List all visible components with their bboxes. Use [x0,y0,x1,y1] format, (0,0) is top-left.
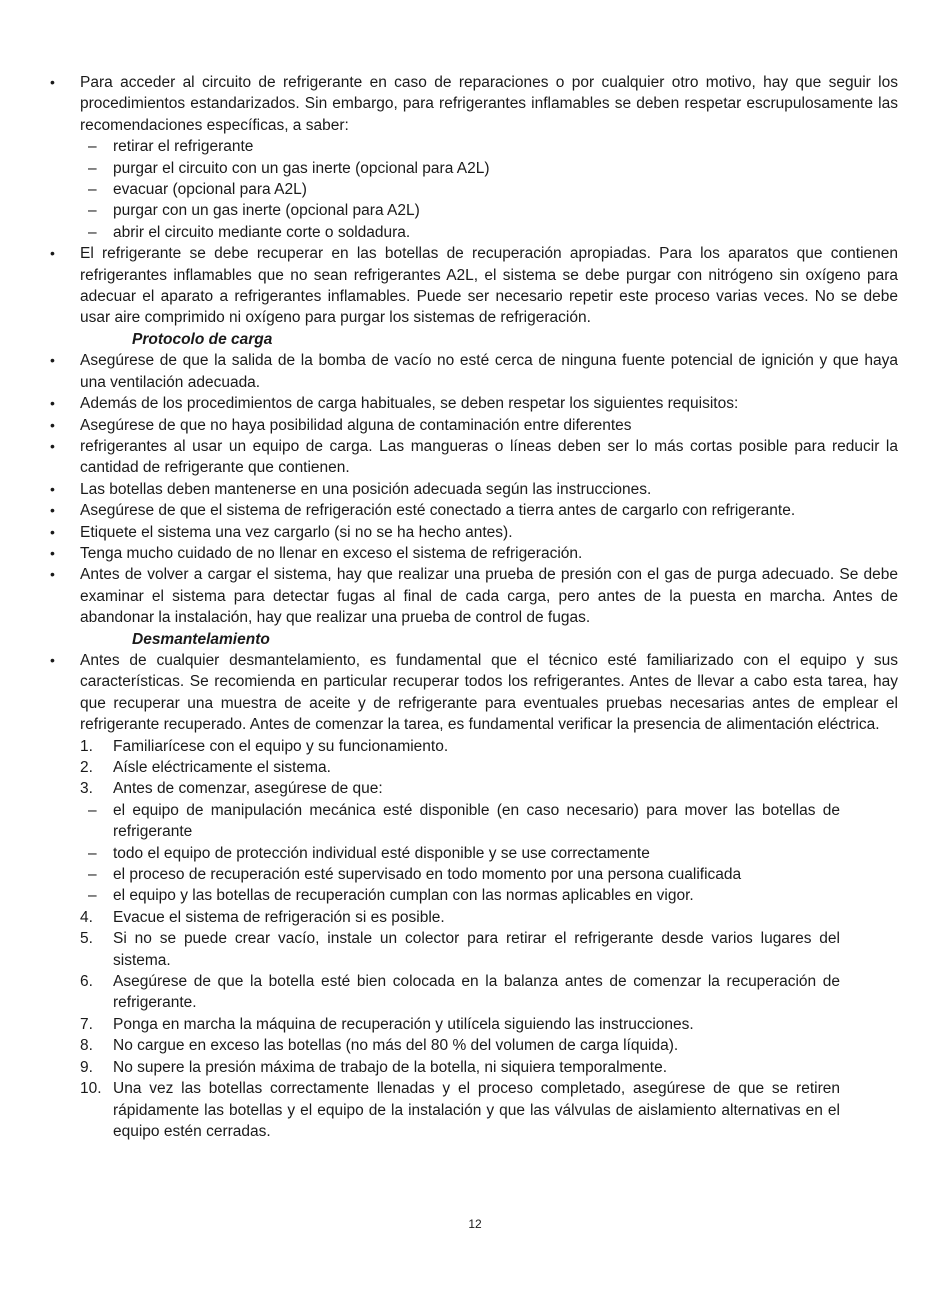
bullet-marker [50,522,80,543]
step-number: 3. [80,780,93,798]
dash-marker: – [88,138,97,156]
list-item [50,543,898,564]
sub-item-text: todo el equipo de protección individual esté disponible y se use correctamente [113,844,650,862]
sub-item-text: retirar el refrigerante [113,138,254,156]
step-text: Familiarícese con el equipo y su funcionamiento. [113,737,449,755]
step-text: Evacue el sistema de refrigeración si es posible. [113,908,445,926]
list-item [50,522,898,543]
paragraph: Tenga mucho cuidado de no llenar en exceso el sistema de refrigeración. [80,544,583,562]
list-item [50,72,898,136]
page-content [50,72,898,1142]
numbered-step [50,1014,840,1035]
page-number: 12 [468,1217,482,1231]
numbered-step [50,1078,840,1142]
sub-item-text: el equipo de manipulación mecánica esté disponible (en caso necesario) para mover las botellas de refrigerante [113,801,840,841]
dash-marker: – [88,181,97,199]
numbered-step [50,736,840,757]
numbered-step [50,778,840,799]
numbered-step [50,907,840,928]
sub-list-item [50,158,898,179]
dash-marker: – [88,887,97,905]
bullet-marker [50,650,80,736]
paragraph: Para acceder al circuito de refrigerante en caso de reparaciones o por cualquier otro motivo, hay que seguir los procedimientos estandarizados. Sin embargo, para refrigerantes inflamables se deben respetar escrupulosamente las recomendaciones específicas, a saber: [80,74,898,134]
numbered-step [50,1035,840,1056]
sub-list-item [50,885,840,906]
step-text: Ponga en marcha la máquina de recuperación y utilícela siguiendo las instrucciones. [113,1015,694,1033]
sub-item-text: purgar con un gas inerte (opcional para A2L) [113,202,420,220]
section-heading-decommissioning: Desmantelamiento [132,630,270,648]
list-item [50,393,898,414]
dash-marker: – [88,159,97,177]
bullet-marker [50,243,80,329]
sub-list-item [50,222,898,243]
bullet-marker [50,500,80,521]
step-number: 6. [80,973,93,991]
list-item [50,350,898,393]
step-number: 10. [80,1080,102,1098]
step-number: 5. [80,930,93,948]
list-item [50,500,898,521]
dash-marker: – [88,223,97,241]
list-item [50,415,898,436]
step-text: Si no se puede crear vacío, instale un colector para retirar el refrigerante desde varios lugares del sistema. [113,930,840,969]
dash-marker: – [88,844,97,862]
numbered-step [50,928,840,971]
step-number: 8. [80,1037,93,1055]
sub-item-text: el equipo y las botellas de recuperación cumplan con las normas aplicables en vigor. [113,887,694,905]
sub-list-item [50,843,840,864]
sub-list-item [50,800,840,843]
step-text: No cargue en exceso las botellas (no más del 80 % del volumen de carga líquida). [113,1037,679,1055]
sub-item-text: abrir el circuito mediante corte o soldadura. [113,223,411,241]
list-item [50,650,898,736]
paragraph: Antes de cualquier desmantelamiento, es fundamental que el técnico esté familiarizado con el equipo y sus características. Se recomienda en particular recuperar todos los refrigerantes. Antes de llevar a cabo esta tarea, hay que recuperar una muestra de aceite y de refrigerante para eventuales pruebas necesarias antes de emplear el refrigerante recuperado. Antes de comenzar la tarea, es fundamental verificar la presencia de alimentación eléctrica. [80,651,898,734]
list-item [50,479,898,500]
paragraph: Asegúrese de que el sistema de refrigeración esté conectado a tierra antes de cargarlo con refrigerante. [80,502,796,520]
bullet-marker [50,72,80,136]
numbered-step [50,757,840,778]
step-number: 1. [80,737,93,755]
paragraph: Antes de volver a cargar el sistema, hay que realizar una prueba de presión con el gas de purga adecuado. Se debe examinar el sistema para detectar fugas al final de cada carga, pero antes de la puesta en marcha. Antes de abandonar la instalación, hay que realizar una prueba de control de fugas. [80,566,898,627]
bullet-marker [50,350,80,393]
step-text: Antes de comenzar, asegúrese de que: [113,780,383,798]
step-text: Aísle eléctricamente el sistema. [113,759,331,776]
paragraph: El refrigerante se debe recuperar en las botellas de recuperación apropiadas. Para los aparatos que contienen refrigerantes inflamables que no sean refrigerantes A2L, el sistema se debe purgar con nitrógeno sin oxígeno para adecuar el aparato a refrigerantes inflamables. Puede ser necesario repetir este proceso varias veces. No se debe usar aire comprimido ni oxígeno para purgar los sistemas de refrigeración. [80,245,898,327]
sub-list-item [50,179,898,200]
sub-item-text: evacuar (opcional para A2L) [113,181,307,199]
numbered-step [50,971,840,1014]
step-text: No supere la presión máxima de trabajo de la botella, ni siquiera temporalmente. [113,1058,667,1076]
list-item [50,243,898,329]
sub-item-text: el proceso de recuperación esté supervisado en todo momento por una persona cualificada [113,866,742,884]
paragraph: refrigerantes al usar un equipo de carga. Las mangueras o líneas deben ser lo más cortas posible para reducir la cantidad de refrigerante que contienen. [80,437,898,477]
bullet-marker [50,393,80,414]
step-number: 9. [80,1058,93,1076]
dash-marker: – [88,866,97,884]
paragraph: Etiquete el sistema una vez cargarlo (si no se ha hecho antes). [80,523,513,541]
paragraph: Además de los procedimientos de carga habituales, se deben respetar los siguientes requisitos: [80,395,739,413]
dash-marker: – [88,202,97,220]
step-text: Asegúrese de que la botella esté bien colocada en la balanza antes de comenzar la recuperación de refrigerante. [113,973,840,1012]
paragraph: Las botellas deben mantenerse en una posición adecuada según las instrucciones. [80,480,652,498]
step-number: 4. [80,908,93,926]
paragraph: Asegúrese de que no haya posibilidad alguna de contaminación entre diferentes [80,416,632,434]
step-number: 7. [80,1015,93,1033]
bullet-marker [50,436,80,479]
section-heading-charging: Protocolo de carga [132,330,273,348]
sub-item-text: purgar el circuito con un gas inerte (opcional para A2L) [113,159,490,177]
list-item [50,564,898,628]
bullet-marker [50,564,80,628]
step-text: Una vez las botellas correctamente llenadas y el proceso completado, asegúrese de que se retiren rápidamente las botellas y el equipo de la instalación y que las válvulas de aislamiento alternativas en el equipo estén cerradas. [113,1080,840,1140]
bullet-marker [50,415,80,436]
step-number: 2. [80,759,93,776]
dash-marker: – [88,801,97,819]
paragraph: Asegúrese de que la salida de la bomba de vacío no esté cerca de ninguna fuente potencial de ignición y que haya una ventilación adecuada. [80,352,898,391]
sub-list-item [50,864,840,885]
sub-list-item [50,136,898,157]
bullet-marker [50,543,80,564]
bullet-marker [50,479,80,500]
numbered-step [50,1057,840,1078]
sub-list-item [50,200,898,221]
list-item [50,436,898,479]
